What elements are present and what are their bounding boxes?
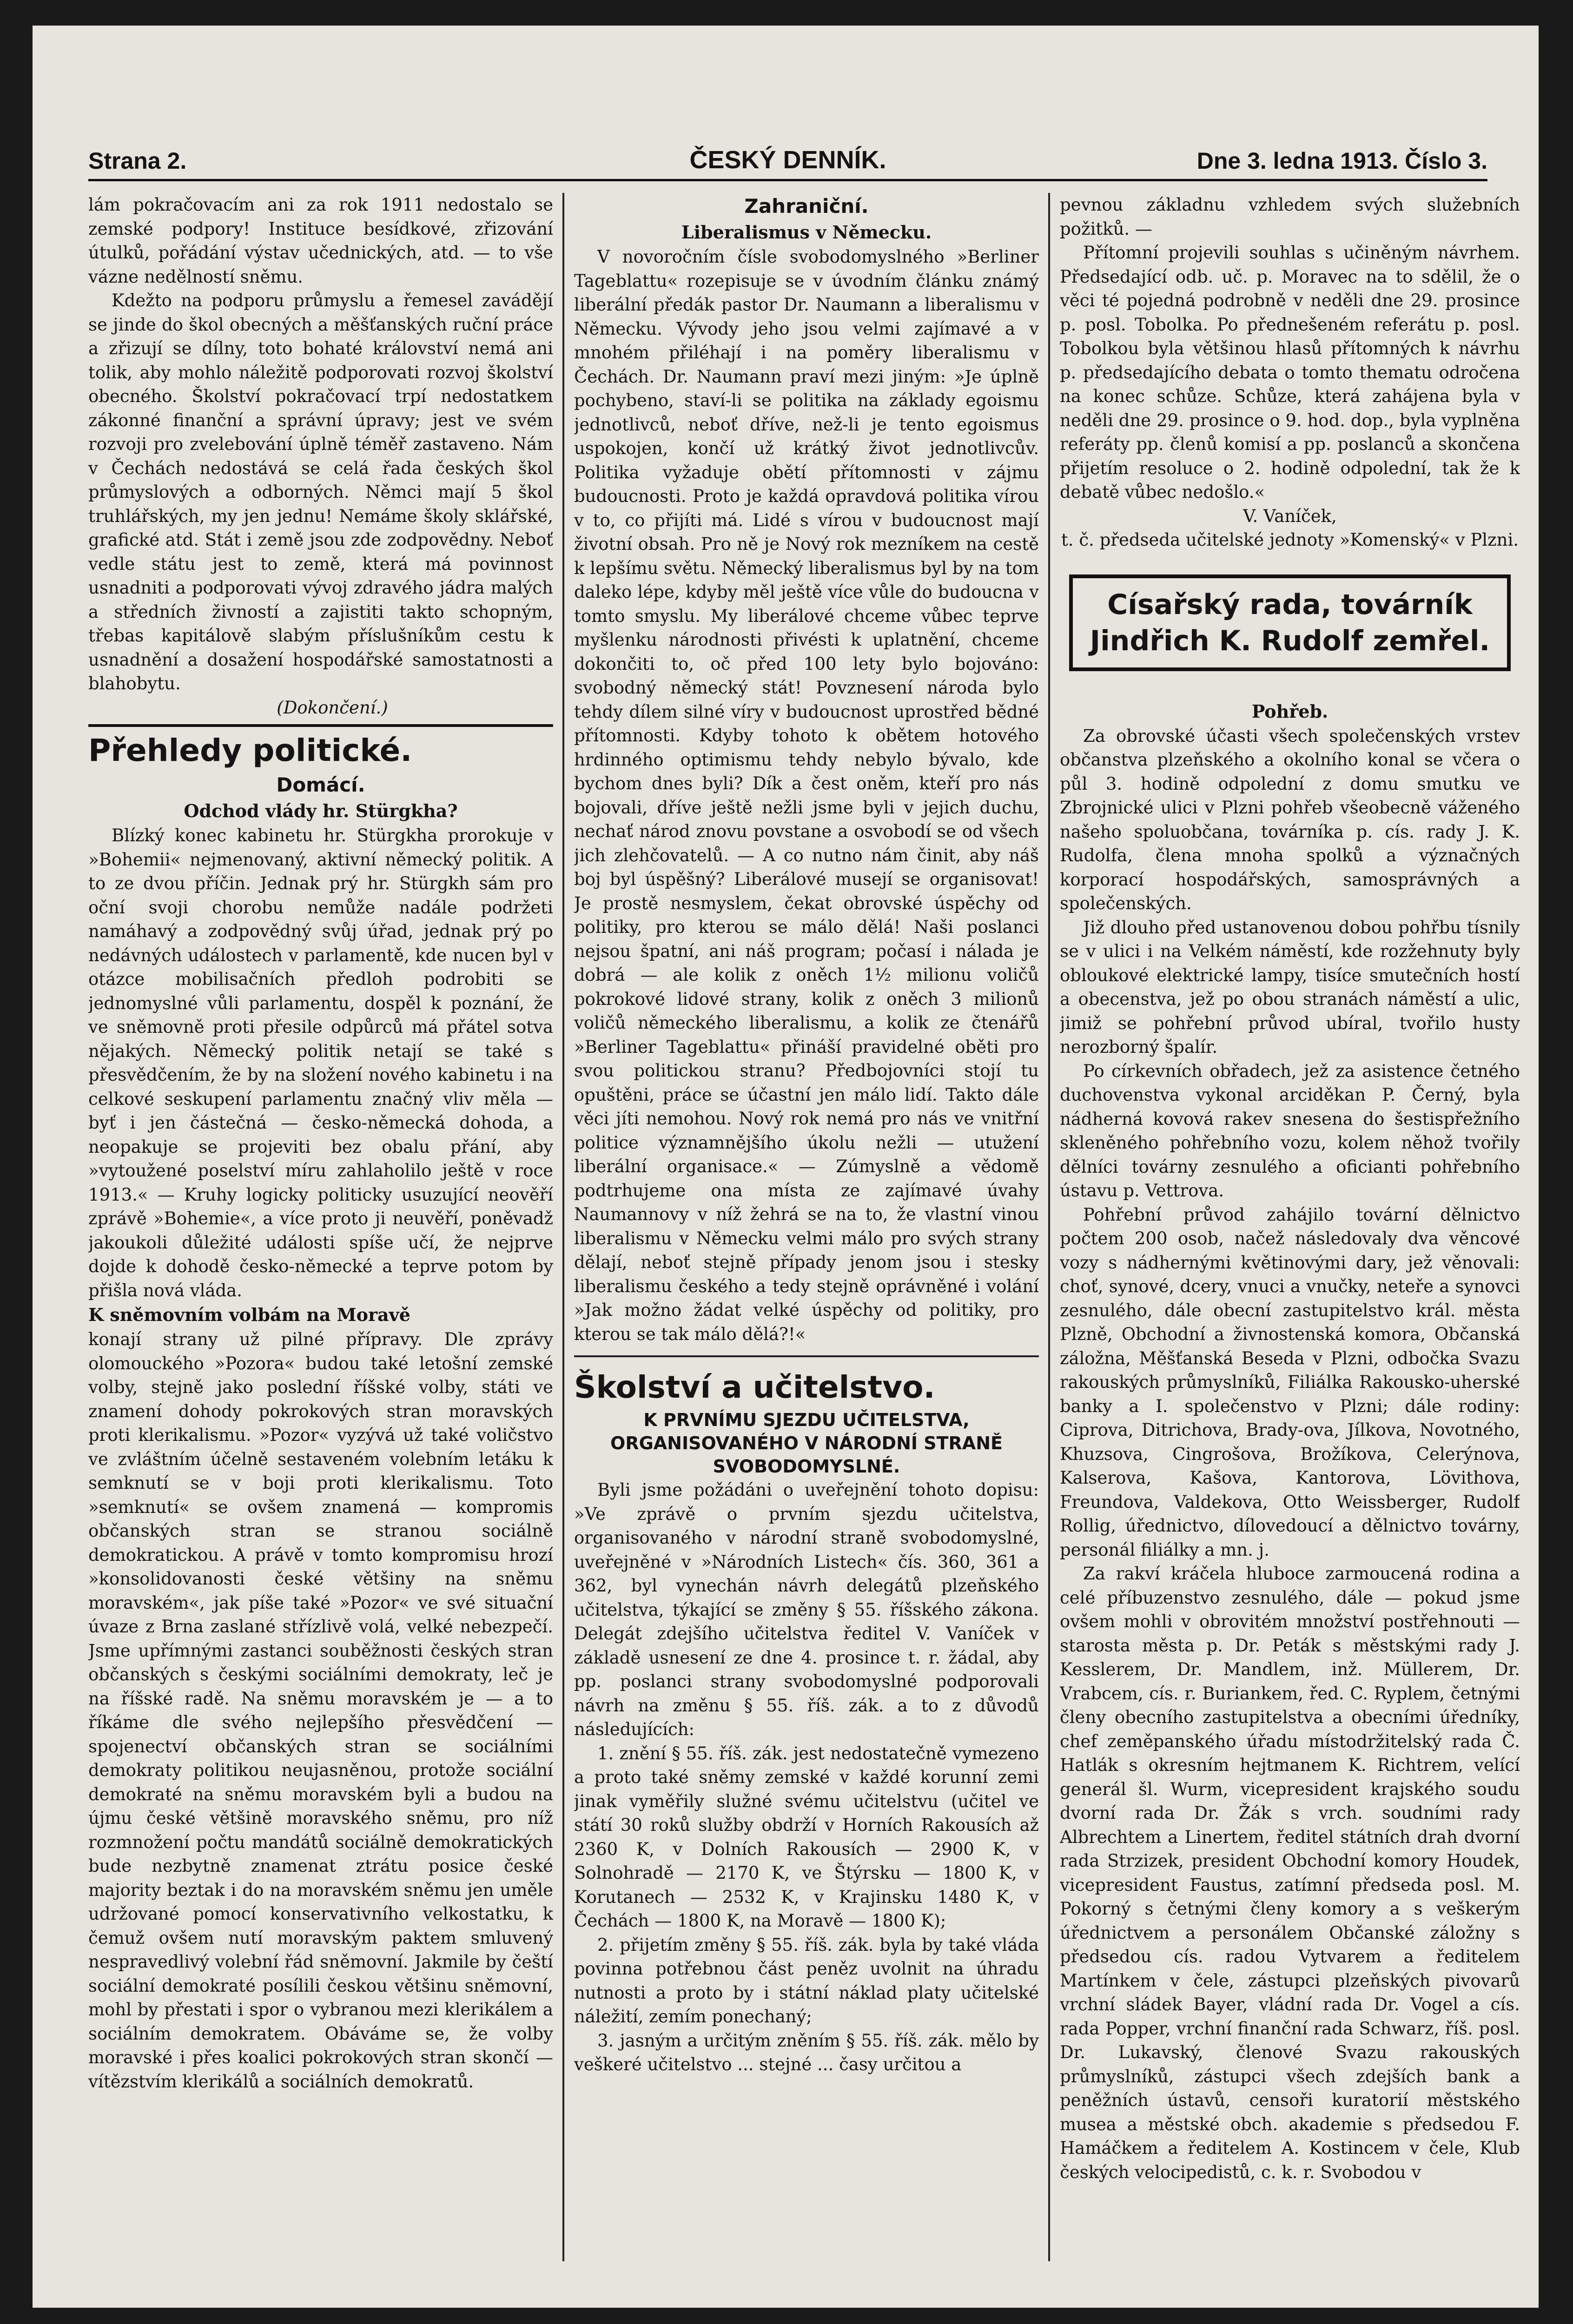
newspaper-page (33, 26, 1539, 2308)
signature-title: t. č. předseda učitelské jednoty »Komenský« v Plzni. (1061, 530, 1519, 550)
article-paragraph: Již dlouho před ustanovenou dobou pohřbu tísnily se v ulici i na Velkém náměstí, kde rozžehnuty byly obloukové elektrické lampy, tisíce smutečních hostí a obecenstva, jež po obou stranách náměstí a ulic, jimiž se pohřební průvod ubíral, tvořilo husty nerozborný špalír. (1060, 917, 1520, 1057)
article-paragraph: konají strany už pilné přípravy. Dle zprávy olomouckého »Pozora« budou také letošní zemské volby, stejně jako poslední říšské volby, státi ve znamení dohody pokrokových stran moravských proti klerikalismu. »Pozor« vyzývá už také voličstvo ve zvláštním účelně sestaveném volebním letáku k semknutí se v boji proti klerikalismu. Toto »semknutí« se ovšem znamená — kompromis občanských stran se stranou sociálně demokratickou. A právě v tomto kompromisu hrozí »konsolidovanosti české většiny na sněmu moravském«, jak píše také »Pozor« ve své situační úvaze z Brna zaslané střízlivě volá, velké nebezpečí. Jsme upřímnými zastanci souběžnosti českých stran občanských s českými sociálními demokraty, leč je na říšské radě. Na sněmu moravském je — a to říkáme dle svého nejlepšího přesvědčení — spojenectví občanských stran se sociálními demokraty politikou neujasněnou, protože sociální demokraté na sněmu moravském byli a budou na újmu české většině moravského sněmu, pro níž rozmnožení počtu mandátů sociálně demokratických bude nezbytně znamenat ztrátu posice české majority beztak i do na moravském sněmu jen uměle udržované pomocí konservativního velkostatku, k čemuž ovšem nutí moravským paktem smluvený nespravedlivý volební řád sněmovní. Jakmile by čeští sociální demokraté posílili českou většinu sněmovní, mohl by přestati i spor o vybranou mezi klerikálem a sociálním demokratem. Obáváme se, že volby moravské i přes koalici pokrokových stran skončí — vítězstvím klerikálů a sociálních demokratů. (88, 1329, 553, 2092)
article-paragraph: lám pokračovacím ani za rok 1911 nedostalo se zemské podpory! Instituce besídkové, zřizování útulků, pořádání výstav učednických, atd. — to vše vázne nedělností sněmu. (88, 195, 553, 287)
article-paragraph: pevnou základnu vzhledem svých služebních požitků. — (1060, 195, 1520, 239)
section-rule (574, 1355, 1039, 1357)
boxed-headline: Císařský rada, továrník Jindřich K. Rudolf zemřel. (1069, 574, 1511, 671)
article-headline: K sněmovním volbám na Moravě (88, 1304, 410, 1325)
section-rule (88, 724, 553, 727)
article-paragraph: 2. přijetím změny § 55. říš. zák. byla by také vláda povinna potřebnou část peněz uvolnit na úhradu nutnosti a proto by i státní náklad platy učitelské náležití, zemím ponechaný; (574, 1934, 1039, 2027)
article-paragraph: Blízký konec kabinetu hr. Stürgkha prorokuje v »Bohemii« nejmenovaný, aktivní německý politik. A to ze dvou příčin. Jednak prý hr. Stürgkh sám pro oční svoji chorobu nemůže nadále podržeti namáhavý a zodpovědný svůj úřad, jednak prý po nedávných událostech v parlamentě, kde nucen byl v otázce mobilisačních předloh podrobiti se jednomyslné vůli parlamentu, dospěl k poznání, že ve sněmovně proti přesile odpůrců má přátel sotva nějakých. Německý politik netají se také s přesvědčením, že by na složení nového kabinetu i na celkové seskupení parlamentu značný vliv měla — byť i jen částečná — česko-německá dohoda, a neopakuje se projeviti bez obalu přání, aby »vytoužené poselství míru zahlaholilo ještě v roce 1913.« — Kruhy logicky politicky usuzující neověří zprávě »Bohemie«, a více proto ji neuvěří, poněvadž jakoukoli důležité události spíše učí, že nejprve dojde k dohodě česko-německé a teprve potom by přišla nová vláda. (88, 825, 553, 1301)
section-subtitle: Domácí. (276, 773, 365, 796)
article-headline: Odchod vlády hr. Stürgkha? (184, 800, 458, 821)
article-paragraph: 3. jasným a určitým zněním § 55. říš. zák. mělo by veškeré učitelstvo ... stejné ... časy určitou a (574, 2030, 1039, 2074)
article-paragraph: 1. znění § 55. říš. zák. jest nedostatečně vymezeno a proto také sněmy zemské v každé korunní zemi jinak vyměřily služné svému učitelstvu (učitel ve státí 30 roků služby obdrží v Horních Rakousích až 2360 K, v Dolních Rakousích — 2900 K, v Solnohradě — 2170 K, ve Štýrsku — 1800 K, v Korutanech — 2532 K, v Krajinsku 1480 K, v Čechách — 1800 K, na Moravě — 1800 K); (574, 1743, 1039, 1931)
article-headline: K PRVNÍMU SJEZDU UČITELSTVA, ORGANISOVANÉHO V NÁRODNÍ STRANĚ SVOBODOMYSLNÉ. (610, 1410, 1003, 1477)
article-paragraph: Pohřební průvod zahájilo tovární dělnictvo počtem 200 osob, načež následovaly dva věncové vozy s nádhernými květinovými dary, jež věnovali: choť, synové, dcery, vnuci a vnučky, neteře a synovci zesnulého, dále obecní zastupitelstvo král. města Plzně, Obchodní a živnostenská komora, Občanská záložna, Měšťanská Beseda v Plzni, odbočka Svazu rakouských průmyslníků, Filiálka Rakousko-uherské banky a I. společenstvo v Plzni; dále rodiny: Ciprova, Ditrichova, Brady-ova, Jílkova, Novotného, Khuzsova, Cingrošova, Brožíkova, Celerýnova, Kalserova, Kašova, Kantorova, Lövithova, Freundova, Valdekova, Otto Weissberger, Rudolf Rollig, úřednictvo, dílovedoucí a dělnictvo továrny, personál filiálky a mn. j. (1060, 1204, 1520, 1560)
article-paragraph: V novoročním čísle svobodomyslného »Berliner Tageblattu« rozepisuje se v úvodním článku známý liberální předák pastor Dr. Naumann a liberalismu v Německu. Vývody jeho jsou velmi zajímavé a v mnohém přiléhají i na poměry liberalismu v Čechách. Dr. Naumann praví mezi jiným: »Je úplně pochybeno, staví-li se politika na základy egoismu jednotlivců, neboť dříve, než-li je tento egoismus uspokojen, končí už krátký život jednotlivcův. Politika vyžaduje obětí přítomnosti v zájmu budoucnosti. Proto je každá opravdová politika vírou v to, co přijíti má. Lidé s vírou v budoucnost mají životní obsah. Pro ně je Nový rok mezníkem na cestě k lepšímu světu. Německý liberalismus byl by na tom daleko lépe, kdyby měl ještě více vůle do budoucna v tomto smyslu. My liberálové chceme vůbec teprve myšlenku národnosti přivésti k uplatnění, chceme dokončiti to, oč před 100 lety bylo bojováno: svobodný německý stát! Povznesení národa bylo tehdy dílem silné víry v budoucnost uprostřed bědné přítomnosti. Kdyby tohoto k obětem hotového hrdinného optimismu tehdy nebylo bývalo, kde bychom dnes byli? Dík a čest oněm, kteří pro nás bojovali, dříve ještě nežli jsme byli v jejich duchu, nechať národ znovu povstane a osvobodí se od všech jich zlehčovatelů. — A co nutno nám činit, aby náš boj byl úspěšný? Liberálové musejí se organisovat! Je prostě nesmyslem, čekat obrovské úspěchy od politiky, pro kterou se málo dělá! Naši poslanci nejsou špatní, ani náš program; počasí i nálada je dobrá — ale kolik z oněch 1½ milionu voličů pokrokové lidové strany, kolik z oněch 3 milionů voličů německého liberalismu, a kolik ze čtenářů »Berliner Tageblattu« přináší pravidelné oběti pro svou politickou stranu? Předbojovníci stojí tu opuštěni, práce se účastní jen málo lidí. Takto dále věci jíti nemohou. Nový rok nemá pro nás ve vnitřní politice významnějšího úkolu nežli — utužení liberální organisace.« — Zúmyslně a vědomě podtrhujeme ona místa ze zajímavé úvahy Naumannovy v níž žehrá se na to, že vlastní vinou liberalismu v Německu velmi málo pro svých strany dělají, neboť stejně případy jenom jsou i stesky liberalismu českého a tedy stejně oprávněné i volání »Jak možno žádat velké úspěchy od politiky, pro kterou se tak málo dělá?!« (574, 247, 1039, 1344)
article-paragraph: Po církevních obřadech, jež za asistence četného duchovenstva vykonal arciděkan P. Černý, byla nádherná kovová rakev snesena do šestispřežního skleněného pohřebního vozu, kolem něhož tvořily dělníci továrny zesnulého a oficianti pohřebního ústavu p. Vettrova. (1060, 1061, 1520, 1201)
column-rule (1048, 193, 1050, 2261)
signature-name: V. Vaníček, (1243, 506, 1337, 526)
page-number: Strana 2. (88, 148, 187, 174)
article-paragraph: Kdežto na podporu průmyslu a řemesel zavádějí se jinde do škol obecných a měšťanských ruční práce a zřizují se dílny, toto bohaté království nemá ani tolik, aby mohlo náležitě podporovati rozvoj školství obecného. Školství pokračovací trpí nedostatkem zákonné finanční a správní úpravy; jest ve svém rozvoji pro zvelebování úplně téměř zastaveno. Nám v Čechách nedostává se celá řada českých škol průmyslových a odborných. Němci mají 5 škol truhlářských, my jen jednu! Nemáme školy sklářské, grafické atd. Stát i země jsou zde zodpovědny. Neboť vedle státu jest to země, která má povinnost usnadniti a podporovati vývoj zdravého jádra malých a středních živností a zajistiti takto schopným, třebas kapitálově slabým příslušníkům cestu k usnadnění a dosažení hospodářské samostatnosti a blahobytu. (88, 290, 553, 693)
page-header (88, 137, 1487, 181)
column-3 (1060, 193, 1520, 2261)
column-2 (574, 193, 1039, 2261)
article-subheading: Pohřeb. (1251, 700, 1328, 722)
continuation-note: (Dokončení.) (277, 697, 388, 718)
date-issue: Dne 3. ledna 1913. Číslo 3. (1196, 148, 1487, 174)
masthead: ČESKÝ DENNÍK. (689, 146, 886, 174)
section-title: Školství a učitelstvo. (574, 1369, 935, 1405)
article-headline: Liberalismus v Německu. (681, 222, 932, 243)
article-paragraph: Za obrovské účasti všech společenských vrstev občanstva plzeňského a okolního konal se včera o půl 3. hodině odpolední z domu smutku ve Zbrojnické ulici v Plzni pohřeb všeobecně váženého našeho spoluobčana, továrníka p. cís. rady J. K. Rudolfa, člena mnoha spolků a význačných korporací hospodářských, samosprávných a společenských. (1060, 726, 1520, 913)
section-title: Přehledy politické. (88, 733, 412, 768)
article-paragraph: Byli jsme požádáni o uveřejnění tohoto dopisu: »Ve zprávě o prvním sjezdu učitelstva, organisovaného v národní straně svobodomyslné, uveřejněné v »Národních Listech« čís. 360, 361 a 362, byl vynechán návrh delegátů plzeňského učitelstva, týkající se změny § 55. říšského zákona. Delegát zdejšího učitelstva ředitel V. Vaníček v základě usnesení ze dne 4. prosince t. r. žádal, aby pp. poslanci strany svobodomyslné podporovali návrh na změnu § 55. říš. zák. a to z důvodů následujících: (574, 1480, 1039, 1739)
article-paragraph: Přítomní projevili souhlas s učiněným návrhem. Předsedající odb. uč. p. Moravec na to sdělil, že o věci té pojedná podrobně v neděli dne 29. prosince p. posl. Tobolka. Po přednešeném referátu p. posl. Tobolkou byla většinou hlasů přítomných k návrhu p. předsedajícího debata o tomto thematu odročena na konec schůze. Schůze, která zahájena byla v neděli dne 29. prosince o 9. hod. dop., byla vyplněna referáty pp. členů komisí a pp. poslanců a skončena přijetím resoluce o 2. hodině odpolední, tak že k debatě vůbec nedošlo.« (1060, 243, 1520, 502)
section-title: Zahraniční. (744, 195, 869, 218)
article-paragraph: Za rakví kráčela hluboce zarmoucená rodina a celé příbuzenstvo zesnulého, dále — pokud jsme ovšem mohli v obrovitém množství postřehnouti — starosta města p. Dr. Peták s městskými rady J. Kesslerem, Dr. Mandlem, inž. Müllerem, Dr. Vrabcem, cís. r. Buriankem, řed. C. Ryplem, četnými členy obecního zastupitelstva a obecními úředníky, chef zeměpanského úřadu místodržitelský rada Č. Hatlák s okresním hejtmanem K. Richtrem, velící generál šl. Wurm, vicepresident krajského soudu dvorní rada Dr. Žák s vrch. soudními rady Albrechtem a Linertem, ředitel státních drah dvorní rada Strzizek, president Obchodní komory Houdek, vicepresident Faustus, zatímní předseda posl. M. Pokorný s četnými členy komory a s veškerým úřednictvem a personálem Občanské záložny s předsedou cís. radou Vytvarem a ředitelem Martínkem v čele, zástupci plzeňských pivovarů vrchní sládek Bayer, vládní rada Dr. Vogel a cís. rada Popper, vrchní finanční rada Schwarz, říš. posl. Dr. Lukavský, členové Svazu rakouských průmyslníků, zástupci všech zdejších bank a peněžních ústavů, censoři kuratorií městského musea a městské obch. akademie s předsedou F. Hamáčkem a ředitelem A. Kostincem v čele, Klub českých velocipedistů, c. k. r. Svobodou v (1060, 1564, 1520, 2182)
column-rule (562, 193, 564, 2261)
column-1 (88, 193, 553, 2261)
